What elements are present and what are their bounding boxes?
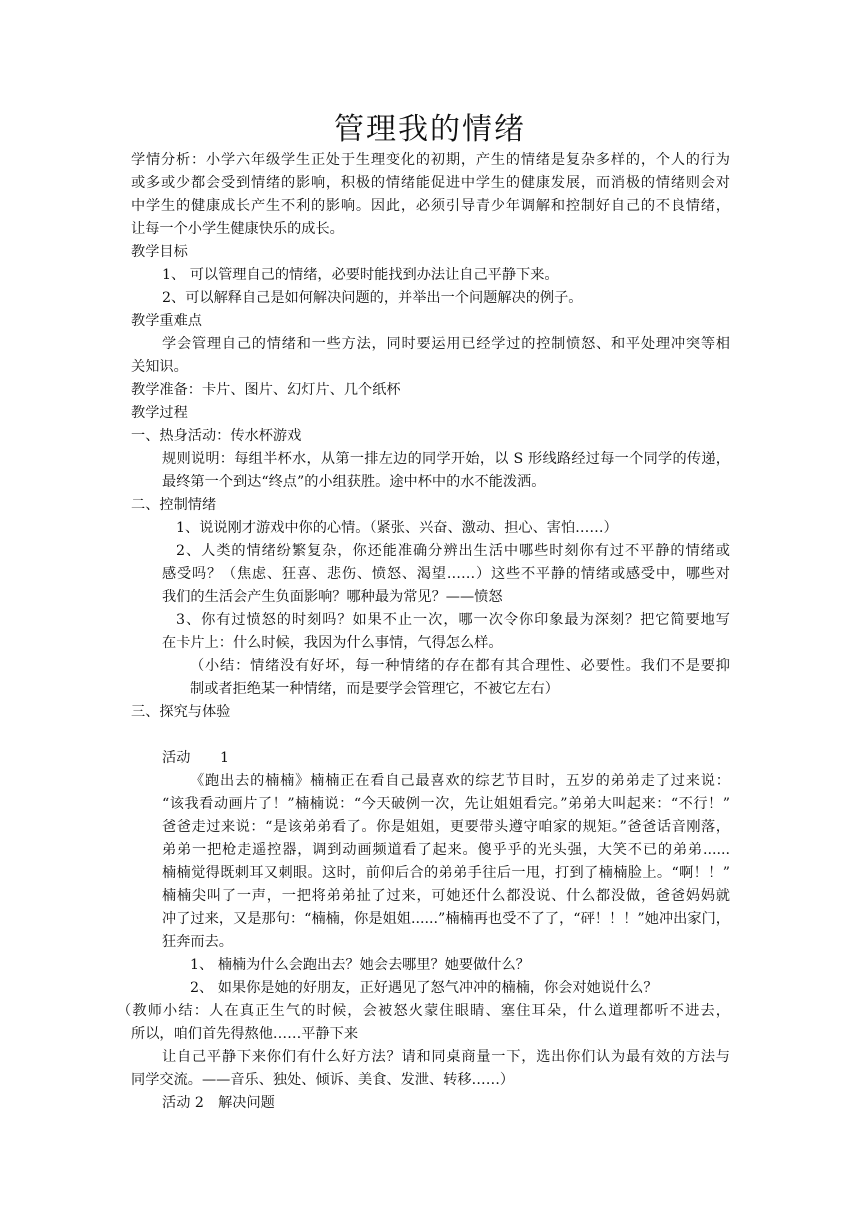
activity-2-heading: 活动 2 解决问题 (162, 1095, 275, 1111)
story-line-1: 《跑出去的楠楠》楠楠正在看自己最喜欢的综艺节目时，五岁的弟弟走了过来说： (190, 773, 730, 789)
key-points-line-1: 学会管理自己的情绪和一些方法，同时要运用已经学过的控制愤怒、和平处理冲突等相 (162, 336, 730, 352)
summary-line-1: （小结：情绪没有好坏，每一种情绪的存在都有其合理性、必要性。我们不是要抑 (190, 658, 730, 674)
control-item-2-line-2: 感受吗？（焦虑、狂喜、悲伤、愤怒、渴望……）这些不平静的情绪或感受中，哪些对 (162, 566, 730, 582)
para-analysis-line-4: 让每一个小学生健康快乐的成长。 (131, 221, 344, 237)
activity-1-label: 活动 (162, 750, 191, 766)
para-analysis-line-3: 中学生的健康成长产生不利的影响。因此，必须引导青少年调解和控制好自己的不良情绪， (131, 198, 730, 214)
para-analysis-line-2: 或多或少都会受到情绪的影响，积极的情绪能促进中学生的健康发展，而消极的情绪则会对 (131, 175, 730, 191)
control-item-1: 1、说说刚才游戏中你的心情。（紧张、兴奋、激动、担心、害怕……） (176, 520, 618, 536)
page-title: 管理我的情绪 (334, 112, 526, 147)
heading-key-points: 教学重难点 (131, 313, 202, 329)
story-line-3: 爸爸走过来说：“是该弟弟看了。你是姐姐，更要带头遵守咱家的规矩。”爸爸话音刚落， (162, 819, 730, 835)
section-3-heading: 三、探究与体验 (131, 704, 231, 720)
story-line-2: “该我看动画片了！”楠楠说：“今天破例一次，先让姐姐看完。”弟弟大叫起来：“不行！” (162, 796, 730, 812)
methods-line-1: 让自己平静下来你们有什么好方法？请和同桌商量一下，选出你们认为最有效的方法与 (162, 1049, 730, 1065)
teacher-summary-line-1: （教师小结：人在真正生气的时候，会被怒火蒙住眼睛、塞住耳朵，什么道理都听不进去， (117, 1003, 730, 1019)
story-line-5: 楠楠觉得既刺耳又刺眼。这时，前仰后合的弟弟手往后一甩，打到了楠楠脸上。“啊！！” (162, 865, 730, 881)
goal-item-2: 2、可以解释自己是如何解决问题的，并举出一个问题解决的例子。 (162, 290, 583, 306)
methods-line-2: 同学交流。——音乐、独处、倾诉、美食、发泄、转移……） (131, 1072, 515, 1088)
rules-line-2: 最终第一个到达“终点”的小组获胜。途中杯中的水不能泼洒。 (162, 474, 546, 490)
goal-item-1: 1、 可以管理自己的情绪，必要时能找到办法让自己平静下来。 (162, 267, 559, 283)
story-line-7: 冲了过来，又是那句：“楠楠，你是姐姐......”楠楠再也受不了了，“砰！！！”她冲出家门， (162, 911, 730, 927)
question-item-1: 1、 楠楠为什么会跑出去？她会去哪里？她要做什么？ (190, 957, 530, 973)
section-1-heading: 一、热身活动：传水杯游戏 (131, 428, 302, 444)
para-analysis-line-1: 学情分析：小学六年级学生正处于生理变化的初期，产生的情绪是复杂多样的，个人的行为 (131, 152, 730, 168)
activity-1-number: 1 (220, 750, 230, 766)
question-item-2: 2、 如果你是她的好朋友，正好遇见了怒气冲冲的楠楠，你会对她说什么？ (190, 980, 658, 996)
story-line-6: 楠楠尖叫了一声，一把将弟弟扯了过来，可她还什么都没说、什么都没做，爸爸妈妈就 (162, 888, 730, 904)
heading-goals: 教学目标 (131, 244, 188, 260)
heading-process: 教学过程 (131, 405, 188, 421)
summary-line-2: 制或者拒绝某一种情绪，而是要学会管理它，不被它左右） (190, 681, 559, 697)
teacher-summary-line-2: 所以，咱们首先得熬他……平静下来 (131, 1026, 359, 1042)
story-line-8: 狂奔而去。 (162, 934, 233, 950)
key-points-line-2: 关知识。 (131, 359, 188, 375)
section-2-heading: 二、控制情绪 (131, 497, 217, 513)
story-line-4: 弟弟一把枪走遥控器，调到动画频道看了起来。傻乎乎的光头强，大笑不已的弟弟...... (162, 842, 730, 858)
control-item-3-line-2: 在卡片上：什么时候，我因为什么事情，气得怎么样。 (162, 635, 503, 651)
rules-line-1: 规则说明：每组半杯水，从第一排左边的同学开始，以 S 形线路经过每一个同学的传递， (162, 451, 730, 467)
preparation-line: 教学准备：卡片、图片、幻灯片、几个纸杯 (131, 382, 401, 398)
control-item-3-line-1: 3、你有过愤怒的时刻吗？如果不止一次，哪一次令你印象最为深刻？把它简要地写 (176, 612, 730, 628)
control-item-2-line-1: 2、人类的情绪纷繁复杂，你还能准确分辨出生活中哪些时刻你有过不平静的情绪或 (176, 543, 730, 559)
control-item-2-line-3: 我们的生活会产生负面影响？哪种最为常见？——愤怒 (162, 589, 503, 605)
